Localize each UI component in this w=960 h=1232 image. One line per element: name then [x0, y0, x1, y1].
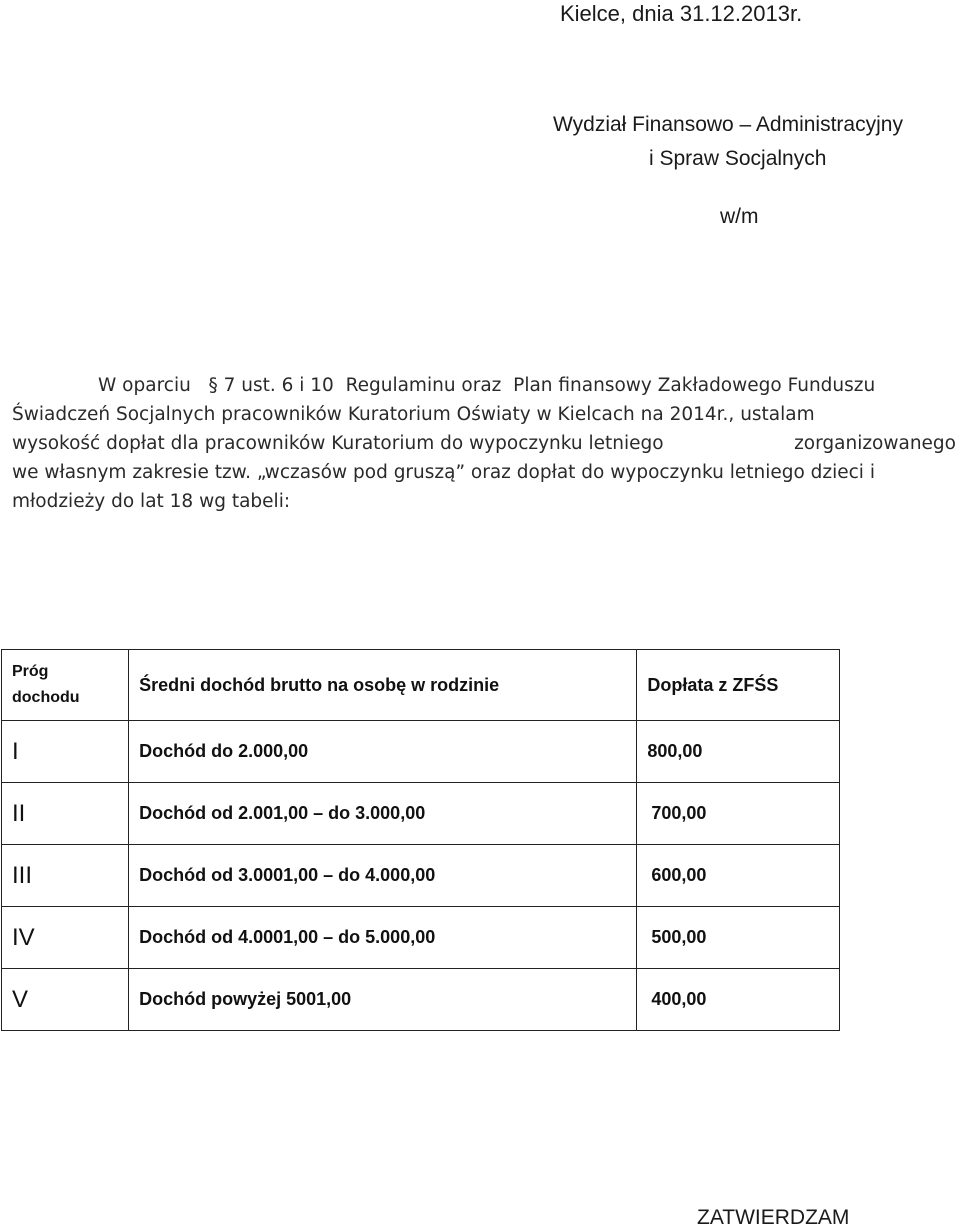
row-income: Dochód powyżej 5001,00	[129, 969, 637, 1031]
paragraph-line-3-left: wysokość dopłat dla pracowników Kuratorium do wypoczynku letniego	[12, 433, 664, 454]
subsidy-table	[1, 649, 840, 1031]
row-threshold	[2, 783, 129, 845]
row-income: Dochód od 3.0001,00 – do 4.000,00	[129, 845, 637, 907]
threshold-label: V	[12, 985, 29, 1013]
row-subsidy: 700,00	[637, 783, 840, 845]
department-line-2: i Spraw Socjalnych	[649, 147, 827, 170]
row-threshold	[2, 721, 129, 783]
header-threshold-line-2: dochodu	[12, 689, 80, 706]
row-threshold	[2, 845, 129, 907]
row-subsidy: 800,00	[637, 721, 840, 783]
threshold-label: I	[12, 737, 19, 765]
header-income: Średni dochód brutto na osobę w rodzinie	[129, 650, 637, 721]
table-header-row	[2, 650, 840, 721]
row-subsidy: 400,00	[637, 969, 840, 1031]
threshold-label: II	[12, 799, 26, 827]
paragraph-line-2-text: Świadczeń Socjalnych pracowników Kuratorium Oświaty w Kielcach na 2014r., ustalam	[12, 404, 815, 425]
recipient-note: w/m	[720, 205, 759, 228]
paragraph-line-1: W oparciu § 7 ust. 6 i 10 Regulaminu oraz Plan finansowy Zakładowego Funduszu	[98, 375, 876, 396]
paragraph-line-4: we własnym zakresie tzw. „wczasów pod gruszą” oraz dopłat do wypoczynku letniego dzieci i	[12, 462, 875, 483]
paragraph-line-5: młodzieży do lat 18 wg tabeli:	[12, 491, 291, 512]
approval-label: ZATWIERDZAM	[697, 1206, 850, 1229]
document-date: Kielce, dnia 31.12.2013r.	[560, 1, 803, 26]
table-row	[2, 845, 840, 907]
row-threshold	[2, 969, 129, 1031]
paragraph-line-3	[12, 429, 956, 458]
row-threshold	[2, 907, 129, 969]
table-row	[2, 783, 840, 845]
row-income: Dochód od 2.001,00 – do 3.000,00	[129, 783, 637, 845]
header-subsidy: Dopłata z ZFŚS	[637, 650, 840, 721]
department-line-1: Wydział Finansowo – Administracyjny	[553, 113, 903, 136]
header-threshold	[2, 650, 129, 721]
main-paragraph	[12, 371, 956, 531]
paragraph-line-3-right: zorganizowanego	[794, 433, 956, 454]
row-subsidy: 500,00	[637, 907, 840, 969]
row-income: Dochód od 4.0001,00 – do 5.000,00	[129, 907, 637, 969]
threshold-label: IV	[12, 923, 35, 951]
header-threshold-line-1: Próg	[12, 663, 49, 680]
row-subsidy: 600,00	[637, 845, 840, 907]
threshold-label: III	[12, 861, 33, 889]
table-row	[2, 721, 840, 783]
table-row	[2, 907, 840, 969]
paragraph-line-2	[12, 400, 956, 429]
row-income: Dochód do 2.000,00	[129, 721, 637, 783]
table-row	[2, 969, 840, 1031]
